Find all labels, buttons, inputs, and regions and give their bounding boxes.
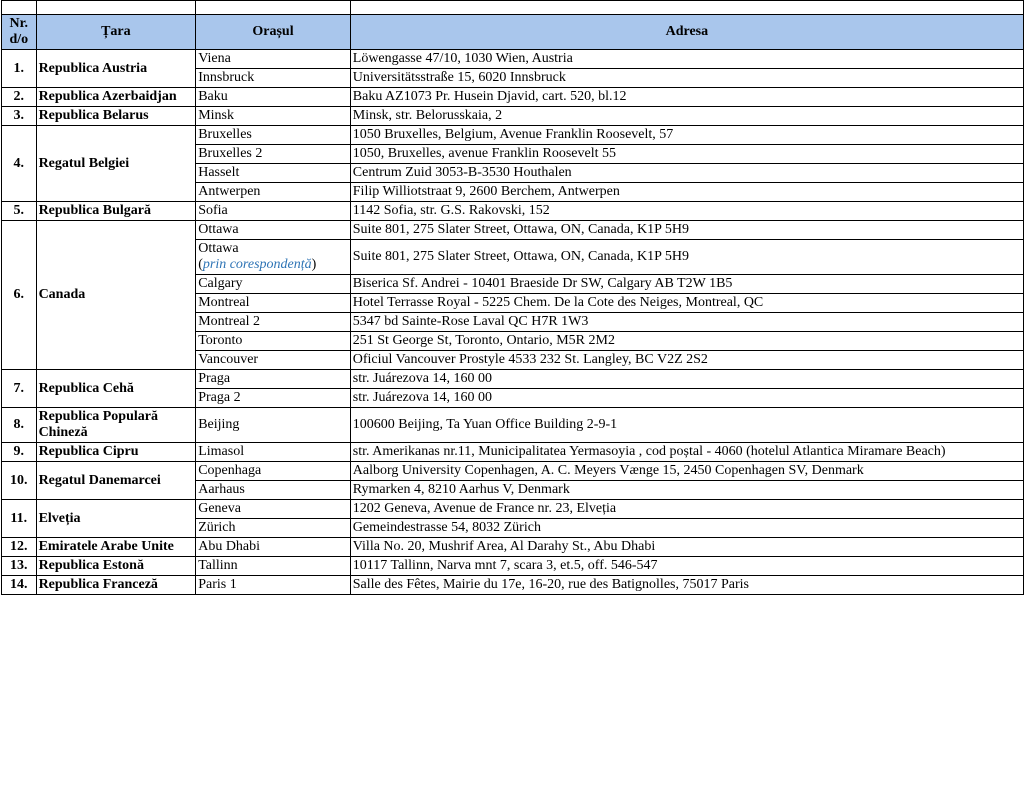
- city-name: Antwerpen: [198, 184, 261, 199]
- cell-oras: [196, 145, 351, 164]
- table-row: [2, 50, 1024, 69]
- cell-adresa: Suite 801, 275 Slater Street, Ottawa, ON, Canada, K1P 5H9: [350, 240, 1023, 275]
- cell-oras: [196, 69, 351, 88]
- header-adresa: Adresa: [350, 15, 1023, 50]
- cell-oras: [196, 557, 351, 576]
- cell-adresa: 1050, Bruxelles, avenue Franklin Roosevelt 55: [350, 145, 1023, 164]
- cell-nr: 3.: [2, 107, 37, 126]
- city-name: Zürich: [198, 520, 236, 535]
- city-name: Innsbruck: [198, 70, 255, 85]
- header-nr: Nr. d/o: [2, 15, 37, 50]
- city-name: Praga: [198, 371, 231, 386]
- cell-adresa: str. Juárezova 14, 160 00: [350, 370, 1023, 389]
- cell-tara: Republica Franceză: [36, 576, 196, 595]
- table-row: [2, 370, 1024, 389]
- cell-adresa: Centrum Zuid 3053-B-3530 Houthalen: [350, 164, 1023, 183]
- cell-tara: Canada: [36, 221, 196, 370]
- cell-nr: 1.: [2, 50, 37, 88]
- cell-oras: [196, 107, 351, 126]
- cell-nr: 9.: [2, 443, 37, 462]
- cell-adresa: Villa No. 20, Mushrif Area, Al Darahy St., Abu Dhabi: [350, 538, 1023, 557]
- cell-oras: [196, 538, 351, 557]
- cell-adresa: Biserica Sf. Andrei - 10401 Braeside Dr SW, Calgary AB T2W 1B5: [350, 275, 1023, 294]
- city-name: Tallinn: [198, 558, 238, 573]
- city-name: Montreal: [198, 295, 250, 310]
- cell-nr: 14.: [2, 576, 37, 595]
- cell-adresa: str. Juárezova 14, 160 00: [350, 389, 1023, 408]
- cell-tara: Republica Populară Chineză: [36, 408, 196, 443]
- city-name: Hasselt: [198, 165, 240, 180]
- cell-adresa: 10117 Tallinn, Narva mnt 7, scara 3, et.5, off. 546-547: [350, 557, 1023, 576]
- cell-adresa: 100600 Beijing, Ta Yuan Office Building 2-9-1: [350, 408, 1023, 443]
- cell-nr: 10.: [2, 462, 37, 500]
- city-name: Sofia: [198, 203, 228, 218]
- city-name: Minsk: [198, 108, 234, 123]
- cell-oras: [196, 50, 351, 69]
- table-row: [2, 500, 1024, 519]
- city-name: Viena: [198, 51, 231, 66]
- cell-oras: [196, 519, 351, 538]
- cell-adresa: Rymarken 4, 8210 Aarhus V, Denmark: [350, 481, 1023, 500]
- cell-oras: [196, 221, 351, 240]
- spacer-row: [2, 1, 1024, 15]
- cell-tara: Republica Estonă: [36, 557, 196, 576]
- city-name: Geneva: [198, 501, 241, 516]
- cell-nr: 6.: [2, 221, 37, 370]
- cell-tara: Republica Cipru: [36, 443, 196, 462]
- cell-oras: [196, 332, 351, 351]
- consulates-table: [1, 0, 1024, 595]
- cell-oras: [196, 408, 351, 443]
- cell-oras: [196, 389, 351, 408]
- cell-nr: 2.: [2, 88, 37, 107]
- cell-oras: [196, 370, 351, 389]
- city-name: Praga 2: [198, 390, 241, 405]
- cell-tara: Republica Azerbaidjan: [36, 88, 196, 107]
- city-name: Vancouver: [198, 352, 259, 367]
- cell-nr: 4.: [2, 126, 37, 202]
- city-name: Copenhaga: [198, 463, 262, 478]
- city-name: Baku: [198, 89, 228, 104]
- cell-nr: 11.: [2, 500, 37, 538]
- table-row: [2, 462, 1024, 481]
- table-row: [2, 202, 1024, 221]
- cell-oras: [196, 576, 351, 595]
- city-name: Bruxelles: [198, 127, 252, 142]
- cell-tara: Republica Bulgară: [36, 202, 196, 221]
- city-name: Bruxelles 2: [198, 146, 263, 161]
- city-name: Ottawa: [198, 222, 239, 237]
- table-row: [2, 221, 1024, 240]
- cell-oras: [196, 500, 351, 519]
- city-name: Aarhaus: [198, 482, 245, 497]
- cell-oras: [196, 313, 351, 332]
- city-name: Limasol: [198, 444, 245, 459]
- city-note: prin corespondență: [202, 257, 312, 272]
- city-name: Beijing: [198, 417, 240, 432]
- cell-oras: [196, 443, 351, 462]
- cell-adresa: Salle des Fêtes, Mairie du 17e, 16-20, rue des Batignolles, 75017 Paris: [350, 576, 1023, 595]
- cell-adresa: 1202 Geneva, Avenue de France nr. 23, Elveția: [350, 500, 1023, 519]
- cell-oras: [196, 351, 351, 370]
- cell-oras: [196, 202, 351, 221]
- cell-adresa: Baku AZ1073 Pr. Husein Djavid, cart. 520, bl.12: [350, 88, 1023, 107]
- city-name: Paris 1: [198, 577, 237, 592]
- cell-tara: Emiratele Arabe Unite: [36, 538, 196, 557]
- table-row: [2, 557, 1024, 576]
- cell-oras: [196, 126, 351, 145]
- cell-nr: 5.: [2, 202, 37, 221]
- cell-nr: 8.: [2, 408, 37, 443]
- cell-tara: Elveția: [36, 500, 196, 538]
- cell-oras: [196, 294, 351, 313]
- cell-adresa: Aalborg University Copenhagen, A. C. Meyers Vænge 15, 2450 Copenhagen SV, Denmark: [350, 462, 1023, 481]
- cell-tara: Regatul Belgiei: [36, 126, 196, 202]
- cell-nr: 12.: [2, 538, 37, 557]
- city-name: Montreal 2: [198, 314, 261, 329]
- cell-tara: Republica Belarus: [36, 107, 196, 126]
- cell-adresa: Suite 801, 275 Slater Street, Ottawa, ON, Canada, K1P 5H9: [350, 221, 1023, 240]
- cell-oras: [196, 88, 351, 107]
- cell-oras: [196, 275, 351, 294]
- cell-oras: [196, 481, 351, 500]
- cell-tara: Republica Cehă: [36, 370, 196, 408]
- header-tara: Țara: [36, 15, 196, 50]
- cell-oras: Ottawa (prin corespondență): [196, 240, 351, 275]
- table-body: [2, 50, 1024, 595]
- cell-nr: 7.: [2, 370, 37, 408]
- city-name: Calgary: [198, 276, 243, 291]
- cell-adresa: 1050 Bruxelles, Belgium, Avenue Franklin Roosevelt, 57: [350, 126, 1023, 145]
- cell-adresa: Universitätsstraße 15, 6020 Innsbruck: [350, 69, 1023, 88]
- table-row: [2, 107, 1024, 126]
- cell-oras: [196, 462, 351, 481]
- header-oras: Orașul: [196, 15, 351, 50]
- table-row: [2, 576, 1024, 595]
- cell-oras: [196, 164, 351, 183]
- city-name: Toronto: [198, 333, 243, 348]
- table-row: [2, 443, 1024, 462]
- cell-adresa: Filip Williotstraat 9, 2600 Berchem, Antwerpen: [350, 183, 1023, 202]
- cell-adresa: 5347 bd Sainte-Rose Laval QC H7R 1W3: [350, 313, 1023, 332]
- cell-tara: Republica Austria: [36, 50, 196, 88]
- cell-nr: 13.: [2, 557, 37, 576]
- table-row: [2, 538, 1024, 557]
- cell-adresa: Minsk, str. Belorusskaia, 2: [350, 107, 1023, 126]
- cell-tara: Regatul Danemarcei: [36, 462, 196, 500]
- header-row: [2, 15, 1024, 50]
- cell-adresa: str. Amerikanas nr.11, Municipalitatea Yermasoyia , cod poștal - 4060 (hotelul Atlantica Miramare Beach): [350, 443, 1023, 462]
- cell-adresa: Hotel Terrasse Royal - 5225 Chem. De la Cote des Neiges, Montreal, QC: [350, 294, 1023, 313]
- table-row: [2, 88, 1024, 107]
- city-name: Ottawa: [198, 241, 239, 256]
- cell-adresa: 251 St George St, Toronto, Ontario, M5R 2M2: [350, 332, 1023, 351]
- cell-adresa: Oficiul Vancouver Prostyle 4533 232 St. Langley, BC V2Z 2S2: [350, 351, 1023, 370]
- cell-adresa: Löwengasse 47/10, 1030 Wien, Austria: [350, 50, 1023, 69]
- table-row: [2, 408, 1024, 443]
- city-name: Abu Dhabi: [198, 539, 261, 554]
- cell-adresa: 1142 Sofia, str. G.S. Rakovski, 152: [350, 202, 1023, 221]
- table-row: [2, 126, 1024, 145]
- cell-adresa: Gemeindestrasse 54, 8032 Zürich: [350, 519, 1023, 538]
- cell-oras: [196, 183, 351, 202]
